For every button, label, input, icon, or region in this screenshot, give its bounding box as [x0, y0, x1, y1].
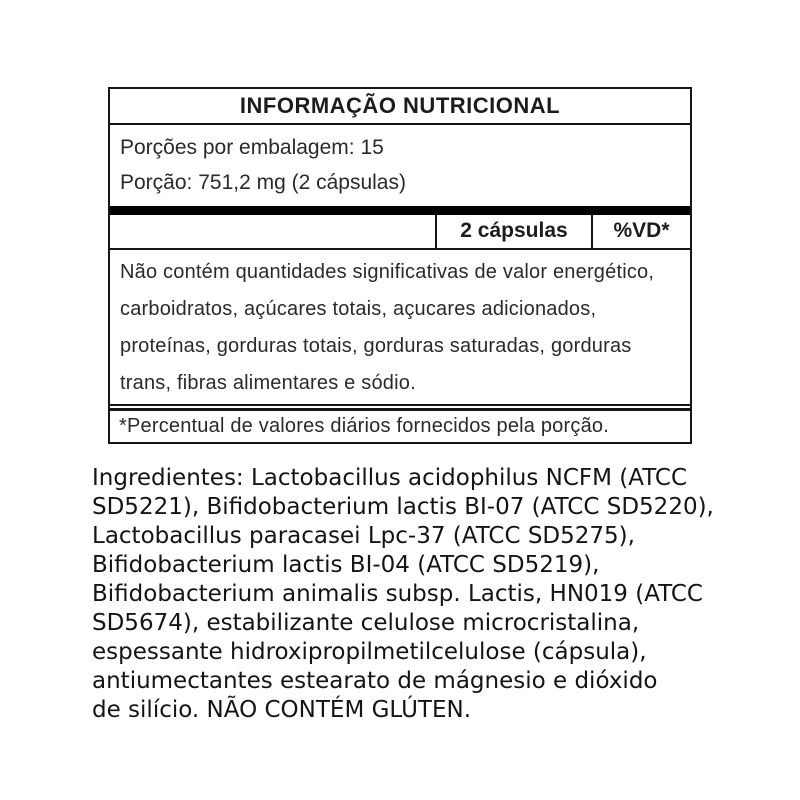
- ingredients-line: Ingredientes: Lactobacillus acidophilus NCFM (ATCC: [92, 465, 688, 491]
- serving-size: Porção: 751,2 mg (2 cápsulas): [120, 171, 406, 194]
- column-header-row: [110, 215, 690, 250]
- no-significant-line: carboidratos, açúcares totais, açucares adicionados,: [120, 298, 597, 320]
- servings-per-package: Porções por embalagem: 15: [120, 136, 384, 159]
- no-significant-line: proteínas, gorduras totais, gorduras saturadas, gorduras: [120, 335, 632, 357]
- ingredients-line: espessante hidroxipropilmetilcelulose (cápsula),: [92, 639, 647, 665]
- no-significant-line: trans, fibras alimentares e sódio.: [120, 372, 416, 394]
- column-header-amount: 2 cápsulas: [435, 215, 591, 248]
- ingredients-line: SD5674), estabilizante celulose microcristalina,: [92, 610, 640, 636]
- ingredients-line: Bifidobacterium animalis subsp. Lactis, HN019 (ATCC: [92, 581, 703, 607]
- ingredients-line: de silício. NÃO CONTÉM GLÚTEN.: [92, 697, 472, 723]
- ingredients-line: Bifidobacterium lactis BI-04 (ATCC SD5219),: [92, 552, 600, 578]
- servings-section: [110, 125, 690, 206]
- thick-divider-bar: [110, 206, 690, 215]
- ingredients-paragraph: [92, 464, 782, 725]
- no-significant-line: Não contém quantidades significativas de valor energético,: [120, 261, 655, 283]
- ingredients-line: antiumectantes estearato de mágnesio e dióxido: [92, 668, 658, 694]
- double-rule-divider: [110, 404, 690, 411]
- nutrition-table-title: INFORMAÇÃO NUTRICIONAL: [110, 89, 690, 125]
- daily-value-footnote: *Percentual de valores diários fornecidos pela porção.: [119, 415, 609, 437]
- ingredients-line: SD5221), Bifidobacterium lactis BI-07 (ATCC SD5220),: [92, 494, 714, 520]
- column-header-empty: [110, 215, 435, 248]
- no-significant-amounts-text: [110, 250, 690, 404]
- column-header-dv: %VD*: [591, 215, 690, 248]
- ingredients-line: Lactobacillus paracasei Lpc-37 (ATCC SD5275),: [92, 523, 635, 549]
- nutrition-table: [108, 87, 692, 444]
